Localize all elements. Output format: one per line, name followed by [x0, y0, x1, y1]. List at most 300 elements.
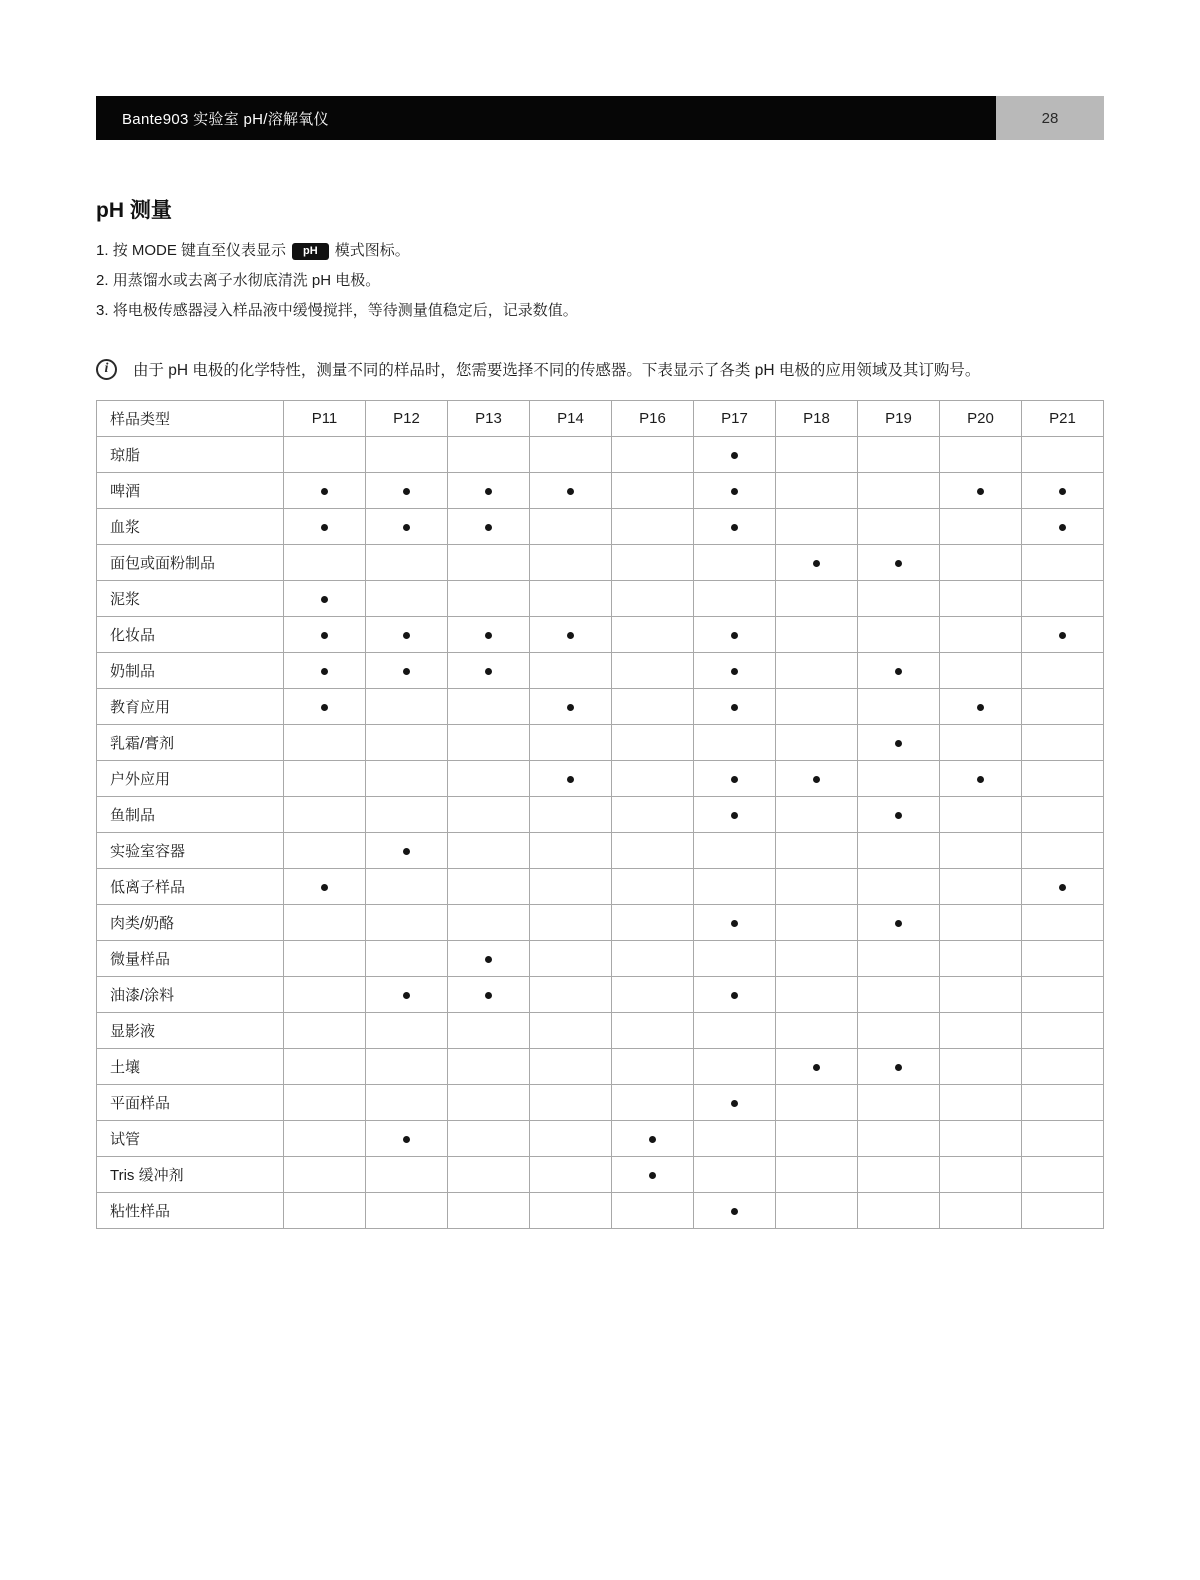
application-mark-cell [448, 725, 530, 761]
application-mark-cell [612, 473, 694, 509]
application-mark-cell [858, 725, 940, 761]
application-mark-cell [612, 437, 694, 473]
dot-icon [731, 1100, 738, 1107]
application-mark-cell [940, 977, 1022, 1013]
application-mark-cell [940, 437, 1022, 473]
dot-icon [403, 668, 410, 675]
dot-icon [485, 956, 492, 963]
sample-type-cell: 土壤 [97, 1049, 284, 1085]
application-mark-cell [284, 1193, 366, 1229]
dot-icon [1059, 884, 1066, 891]
sample-type-cell: 粘性样品 [97, 1193, 284, 1229]
application-mark-cell [284, 689, 366, 725]
application-mark-cell [612, 653, 694, 689]
dot-icon [567, 776, 574, 783]
application-mark-cell [858, 581, 940, 617]
step-2 [96, 266, 1104, 296]
application-mark-cell [858, 1013, 940, 1049]
application-mark-cell [530, 1085, 612, 1121]
page-number-box [996, 96, 1104, 140]
column-header-electrode: P17 [694, 401, 776, 437]
application-mark-cell [448, 473, 530, 509]
application-mark-cell [448, 545, 530, 581]
application-mark-cell [366, 509, 448, 545]
application-mark-cell [694, 941, 776, 977]
application-mark-cell [1022, 473, 1104, 509]
sample-type-cell: 油漆/涂料 [97, 977, 284, 1013]
application-mark-cell [448, 941, 530, 977]
sample-type-cell: 户外应用 [97, 761, 284, 797]
application-mark-cell [530, 1013, 612, 1049]
application-mark-cell [940, 545, 1022, 581]
column-header-electrode: P20 [940, 401, 1022, 437]
application-mark-cell [448, 1049, 530, 1085]
application-mark-cell [530, 1157, 612, 1193]
application-mark-cell [530, 725, 612, 761]
application-mark-cell [858, 437, 940, 473]
application-mark-cell [776, 869, 858, 905]
application-mark-cell [366, 833, 448, 869]
sample-type-cell: 肉类/奶酪 [97, 905, 284, 941]
sample-type-cell: 鱼制品 [97, 797, 284, 833]
application-mark-cell [776, 977, 858, 1013]
application-mark-cell [1022, 1121, 1104, 1157]
dot-icon [813, 1064, 820, 1071]
page-content [96, 194, 1104, 1229]
table-row [97, 1193, 1104, 1229]
application-mark-cell [448, 689, 530, 725]
application-mark-cell [940, 725, 1022, 761]
application-mark-cell [1022, 1013, 1104, 1049]
dot-icon [567, 704, 574, 711]
application-mark-cell [776, 1013, 858, 1049]
application-mark-cell [366, 545, 448, 581]
column-header-electrode: P21 [1022, 401, 1104, 437]
application-mark-cell [366, 905, 448, 941]
table-row [97, 545, 1104, 581]
table-row [97, 653, 1104, 689]
dot-icon [731, 920, 738, 927]
application-mark-cell [530, 1193, 612, 1229]
table-row [97, 1121, 1104, 1157]
step-number: 2. [96, 272, 109, 289]
application-mark-cell [612, 1085, 694, 1121]
sample-type-cell: 平面样品 [97, 1085, 284, 1121]
dot-icon [895, 1064, 902, 1071]
application-mark-cell [284, 761, 366, 797]
application-mark-cell [284, 1049, 366, 1085]
application-mark-cell [448, 617, 530, 653]
application-mark-cell [612, 1121, 694, 1157]
application-mark-cell [1022, 725, 1104, 761]
application-mark-cell [940, 833, 1022, 869]
application-mark-cell [694, 869, 776, 905]
application-mark-cell [366, 473, 448, 509]
ph-mode-badge-icon: pH [292, 243, 329, 260]
application-mark-cell [858, 617, 940, 653]
application-mark-cell [940, 941, 1022, 977]
application-mark-cell [694, 1049, 776, 1085]
dot-icon [977, 488, 984, 495]
info-icon: i [96, 359, 117, 380]
table-row [97, 617, 1104, 653]
application-mark-cell [858, 761, 940, 797]
table-header-row [97, 401, 1104, 437]
application-mark-cell [694, 1121, 776, 1157]
dot-icon [895, 812, 902, 819]
table-row [97, 1157, 1104, 1193]
application-mark-cell [530, 761, 612, 797]
dot-icon [813, 560, 820, 567]
application-mark-cell [694, 1157, 776, 1193]
application-mark-cell [530, 653, 612, 689]
dot-icon [1059, 488, 1066, 495]
application-mark-cell [1022, 617, 1104, 653]
dot-icon [731, 776, 738, 783]
application-mark-cell [612, 797, 694, 833]
application-mark-cell [776, 437, 858, 473]
application-mark-cell [530, 437, 612, 473]
application-mark-cell [612, 689, 694, 725]
application-mark-cell [858, 1157, 940, 1193]
dot-icon [485, 992, 492, 999]
table-row [97, 761, 1104, 797]
dot-icon [731, 524, 738, 531]
dot-icon [977, 776, 984, 783]
dot-icon [567, 488, 574, 495]
application-mark-cell [694, 977, 776, 1013]
application-mark-cell [858, 509, 940, 545]
instruction-steps [96, 236, 1104, 326]
info-note [96, 358, 1104, 380]
application-mark-cell [940, 1193, 1022, 1229]
application-mark-cell [530, 509, 612, 545]
application-mark-cell [612, 905, 694, 941]
application-mark-cell [776, 1085, 858, 1121]
application-mark-cell [448, 869, 530, 905]
application-mark-cell [940, 1013, 1022, 1049]
table-row [97, 473, 1104, 509]
application-mark-cell [612, 941, 694, 977]
section-heading: pH 测量 [96, 199, 172, 222]
application-mark-cell [612, 545, 694, 581]
application-mark-cell [1022, 977, 1104, 1013]
application-mark-cell [776, 941, 858, 977]
table-row [97, 509, 1104, 545]
table-row [97, 437, 1104, 473]
application-mark-cell [448, 1121, 530, 1157]
application-mark-cell [284, 977, 366, 1013]
column-header-electrode: P19 [858, 401, 940, 437]
step-number: 1. [96, 242, 109, 259]
step-text: 模式图标。 [334, 242, 410, 259]
application-mark-cell [940, 509, 1022, 545]
application-mark-cell [612, 869, 694, 905]
table-row [97, 689, 1104, 725]
application-mark-cell [694, 761, 776, 797]
application-mark-cell [694, 653, 776, 689]
application-mark-cell [448, 761, 530, 797]
application-mark-cell [694, 905, 776, 941]
application-mark-cell [366, 689, 448, 725]
application-mark-cell [694, 473, 776, 509]
page-number: 28 [1041, 109, 1059, 127]
application-mark-cell [1022, 941, 1104, 977]
application-mark-cell [366, 653, 448, 689]
application-mark-cell [284, 1157, 366, 1193]
dot-icon [649, 1172, 656, 1179]
sample-type-cell: 琼脂 [97, 437, 284, 473]
application-mark-cell [366, 1193, 448, 1229]
sample-type-cell: 啤酒 [97, 473, 284, 509]
application-mark-cell [530, 869, 612, 905]
dot-icon [321, 884, 328, 891]
application-mark-cell [366, 581, 448, 617]
application-mark-cell [366, 617, 448, 653]
dot-icon [731, 1208, 738, 1215]
application-mark-cell [858, 905, 940, 941]
application-mark-cell [530, 617, 612, 653]
application-mark-cell [858, 653, 940, 689]
table-row [97, 581, 1104, 617]
application-mark-cell [694, 509, 776, 545]
application-mark-cell [612, 833, 694, 869]
application-mark-cell [1022, 833, 1104, 869]
application-mark-cell [940, 617, 1022, 653]
application-mark-cell [1022, 545, 1104, 581]
sample-type-cell: 面包或面粉制品 [97, 545, 284, 581]
application-mark-cell [530, 1121, 612, 1157]
table-row [97, 1085, 1104, 1121]
application-mark-cell [858, 1049, 940, 1085]
step-1 [96, 236, 1104, 266]
application-mark-cell [776, 725, 858, 761]
note-text: 由于 pH 电极的化学特性，测量不同的样品时，您需要选择不同的传感器。下表显示了各类 pH 电极的应用领域及其订购号。 [133, 362, 981, 379]
application-mark-cell [366, 761, 448, 797]
application-mark-cell [448, 833, 530, 869]
dot-icon [731, 812, 738, 819]
application-mark-cell [284, 617, 366, 653]
dot-icon [1059, 632, 1066, 639]
application-mark-cell [448, 1193, 530, 1229]
application-mark-cell [776, 473, 858, 509]
application-mark-cell [776, 905, 858, 941]
application-mark-cell [940, 689, 1022, 725]
application-mark-cell [776, 581, 858, 617]
dot-icon [321, 632, 328, 639]
application-mark-cell [366, 941, 448, 977]
table-row [97, 941, 1104, 977]
application-mark-cell [776, 761, 858, 797]
table-row [97, 725, 1104, 761]
application-mark-cell [284, 473, 366, 509]
sample-type-cell: 显影液 [97, 1013, 284, 1049]
application-mark-cell [284, 905, 366, 941]
application-mark-cell [612, 1013, 694, 1049]
dot-icon [731, 704, 738, 711]
dot-icon [977, 704, 984, 711]
application-mark-cell [776, 833, 858, 869]
application-mark-cell [940, 761, 1022, 797]
application-mark-cell [284, 869, 366, 905]
application-mark-cell [776, 797, 858, 833]
dot-icon [895, 740, 902, 747]
application-mark-cell [284, 1085, 366, 1121]
application-mark-cell [612, 509, 694, 545]
application-mark-cell [694, 1085, 776, 1121]
application-mark-cell [940, 1085, 1022, 1121]
application-mark-cell [858, 833, 940, 869]
application-mark-cell [366, 1121, 448, 1157]
dot-icon [403, 848, 410, 855]
application-mark-cell [366, 1049, 448, 1085]
application-mark-cell [284, 833, 366, 869]
dot-icon [731, 488, 738, 495]
dot-icon [321, 668, 328, 675]
page-header [96, 96, 1104, 140]
dot-icon [649, 1136, 656, 1143]
application-mark-cell [776, 653, 858, 689]
dot-icon [403, 1136, 410, 1143]
application-mark-cell [694, 1013, 776, 1049]
dot-icon [321, 596, 328, 603]
table-row [97, 1013, 1104, 1049]
application-mark-cell [284, 509, 366, 545]
application-mark-cell [776, 1157, 858, 1193]
table-row [97, 977, 1104, 1013]
application-mark-cell [612, 977, 694, 1013]
application-mark-cell [694, 725, 776, 761]
application-mark-cell [1022, 1157, 1104, 1193]
sample-type-cell: 微量样品 [97, 941, 284, 977]
step-text: 用蒸馏水或去离子水彻底清洗 pH 电极。 [112, 272, 381, 289]
application-mark-cell [284, 1013, 366, 1049]
application-mark-cell [1022, 689, 1104, 725]
application-mark-cell [940, 905, 1022, 941]
sample-type-cell: 试管 [97, 1121, 284, 1157]
dot-icon [321, 524, 328, 531]
sample-type-cell: 实验室容器 [97, 833, 284, 869]
application-mark-cell [530, 941, 612, 977]
document-title: Bante903 实验室 pH/溶解氧仪 [122, 110, 329, 128]
application-mark-cell [284, 653, 366, 689]
application-mark-cell [694, 545, 776, 581]
dot-icon [813, 776, 820, 783]
application-mark-cell [284, 437, 366, 473]
application-mark-cell [776, 509, 858, 545]
dot-icon [731, 632, 738, 639]
sample-type-cell: 血浆 [97, 509, 284, 545]
application-mark-cell [366, 797, 448, 833]
application-mark-cell [530, 473, 612, 509]
dot-icon [403, 632, 410, 639]
application-mark-cell [530, 1049, 612, 1085]
application-mark-cell [940, 653, 1022, 689]
application-mark-cell [1022, 869, 1104, 905]
application-mark-cell [366, 1013, 448, 1049]
application-mark-cell [858, 869, 940, 905]
table-row [97, 833, 1104, 869]
application-mark-cell [1022, 1049, 1104, 1085]
application-mark-cell [284, 581, 366, 617]
application-mark-cell [1022, 797, 1104, 833]
table-row [97, 905, 1104, 941]
dot-icon [731, 668, 738, 675]
table-row [97, 1049, 1104, 1085]
application-mark-cell [1022, 653, 1104, 689]
application-mark-cell [858, 1085, 940, 1121]
application-mark-cell [694, 581, 776, 617]
application-mark-cell [612, 1049, 694, 1085]
application-mark-cell [284, 725, 366, 761]
dot-icon [485, 488, 492, 495]
application-mark-cell [858, 1121, 940, 1157]
application-mark-cell [694, 797, 776, 833]
document-title-bar [96, 96, 996, 140]
column-header-electrode: P12 [366, 401, 448, 437]
application-mark-cell [940, 473, 1022, 509]
sample-type-cell: 奶制品 [97, 653, 284, 689]
application-mark-cell [612, 761, 694, 797]
application-mark-cell [530, 977, 612, 1013]
dot-icon [321, 704, 328, 711]
application-mark-cell [940, 581, 1022, 617]
application-mark-cell [530, 581, 612, 617]
column-header-electrode: P13 [448, 401, 530, 437]
application-mark-cell [776, 1049, 858, 1085]
application-mark-cell [940, 869, 1022, 905]
application-mark-cell [694, 1193, 776, 1229]
application-mark-cell [366, 725, 448, 761]
application-mark-cell [448, 653, 530, 689]
dot-icon [485, 524, 492, 531]
application-mark-cell [694, 689, 776, 725]
column-header-electrode: P16 [612, 401, 694, 437]
application-mark-cell [448, 581, 530, 617]
application-mark-cell [612, 725, 694, 761]
application-mark-cell [366, 1157, 448, 1193]
application-mark-cell [1022, 761, 1104, 797]
application-mark-cell [448, 1013, 530, 1049]
dot-icon [1059, 524, 1066, 531]
application-mark-cell [612, 617, 694, 653]
application-mark-cell [1022, 437, 1104, 473]
application-mark-cell [776, 689, 858, 725]
column-header-electrode: P14 [530, 401, 612, 437]
step-3 [96, 296, 1104, 326]
application-mark-cell [612, 1157, 694, 1193]
step-text: 将电极传感器浸入样品液中缓慢搅拌，等待测量值稳定后，记录数值。 [112, 302, 578, 319]
application-mark-cell [284, 1121, 366, 1157]
application-mark-cell [530, 833, 612, 869]
application-mark-cell [776, 545, 858, 581]
application-mark-cell [612, 1193, 694, 1229]
application-mark-cell [1022, 1193, 1104, 1229]
column-header-sample-type: 样品类型 [97, 401, 284, 437]
dot-icon [895, 668, 902, 675]
sample-type-cell: Tris 缓冲剂 [97, 1157, 284, 1193]
application-mark-cell [940, 1157, 1022, 1193]
application-mark-cell [448, 1157, 530, 1193]
application-mark-cell [448, 797, 530, 833]
dot-icon [403, 524, 410, 531]
dot-icon [567, 632, 574, 639]
application-mark-cell [776, 1121, 858, 1157]
step-number: 3. [96, 302, 109, 319]
table-row [97, 869, 1104, 905]
application-mark-cell [366, 1085, 448, 1121]
sample-type-cell: 乳霜/膏剂 [97, 725, 284, 761]
